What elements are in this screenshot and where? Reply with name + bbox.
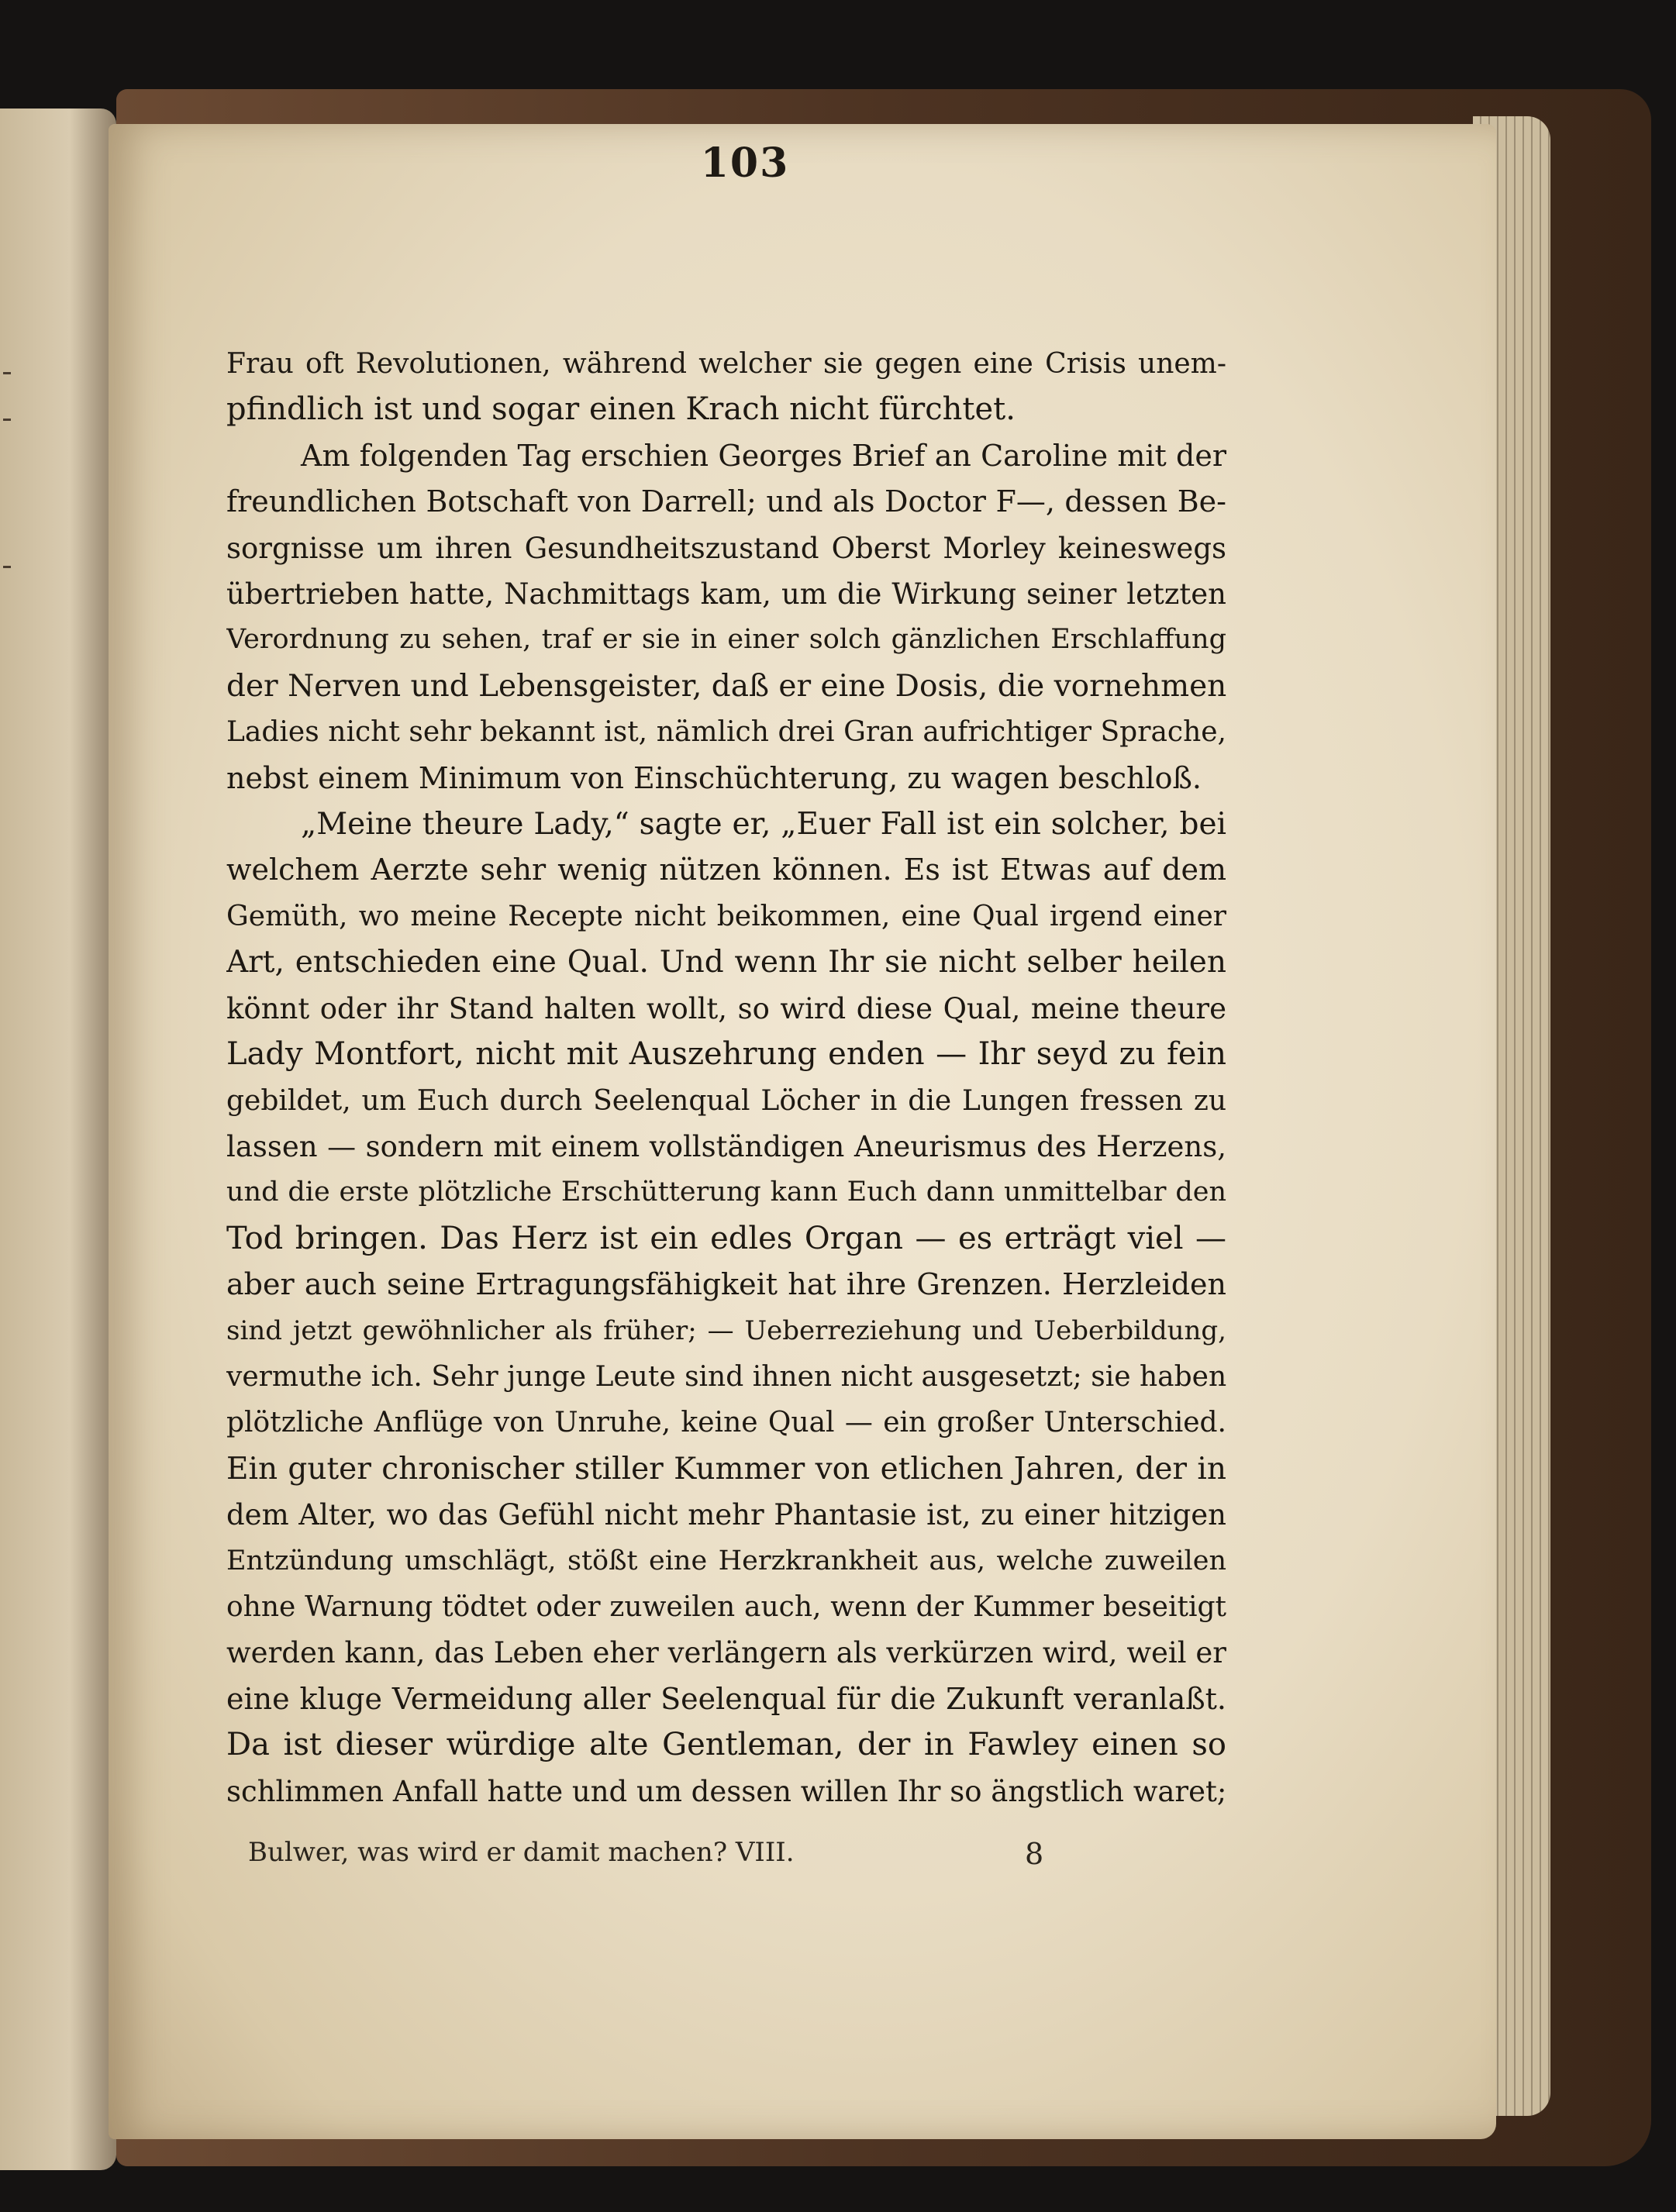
text-line: könnt oder ihr Stand halten wollt, so wird diese Qual, meine theure [226, 991, 1226, 1025]
text-line: „Meine theure Lady,“ sagte er, „Euer Fall ist ein solcher, bei [301, 807, 1226, 842]
text-line: gebildet, um Euch durch Seelenqual Löcher in die Lungen fressen zu [226, 1084, 1226, 1117]
text-line: sind jetzt gewöhnlicher als früher; — Ueberreziehung und Ueberbildung, [226, 1314, 1226, 1346]
text-line: pfindlich ist und sogar einen Krach nicht fürchtet. [226, 391, 1016, 428]
left-page-mark [3, 419, 11, 421]
text-line: Gemüth, wo meine Recepte nicht beikommen, eine Qual irgend einer [226, 900, 1226, 932]
left-page-edge [0, 109, 116, 2170]
body-text [226, 341, 1226, 1814]
text-line: der Nerven und Lebensgeister, daß er eine Dosis, die vornehmen [226, 668, 1226, 704]
text-line: sorgnisse um ihren Gesundheitszustand Oberst Morley keineswegs [226, 531, 1226, 565]
text-line: Entzündung umschlägt, stößt eine Herzkrankheit aus, welche zuweilen [226, 1545, 1226, 1576]
page-number: 103 [700, 140, 790, 187]
left-page-mark [3, 372, 11, 374]
text-line: Ein guter chronischer stiller Kummer von etlichen Jahren, der in [226, 1451, 1226, 1487]
text-line: vermuthe ich. Sehr junge Leute sind ihnen nicht ausgesetzt; sie haben [226, 1360, 1226, 1393]
text-line: schlimmen Anfall hatte und um dessen willen Ihr so ängstlich waret; [226, 1774, 1226, 1808]
text-line: und die erste plötzliche Erschütterung kann Euch dann unmittelbar den [226, 1177, 1226, 1208]
printer-signature: Bulwer, was wird er damit machen? VIII. [248, 1837, 795, 1868]
text-line: dem Alter, wo das Gefühl nicht mehr Phantasie ist, zu einer hitzigen [226, 1498, 1226, 1532]
text-line: Frau oft Revolutionen, während welcher sie gegen eine Crisis unem- [226, 348, 1226, 380]
text-line: Tod bringen. Das Herz ist ein edles Organ — es erträgt viel — [226, 1220, 1226, 1256]
text-line: ohne Warnung tödtet oder zuweilen auch, wenn der Kummer beseitigt [226, 1590, 1226, 1623]
left-page-mark [3, 566, 11, 568]
text-line: freundlichen Botschaft von Darrell; und als Doctor F—, dessen Be- [226, 484, 1226, 519]
text-line: eine kluge Vermeidung aller Seelenqual für die Zukunft veranlaßt. [226, 1681, 1226, 1716]
text-line: nebst einem Minimum von Einschüchterung, zu wagen beschloß. [226, 760, 1202, 795]
text-line: lassen — sondern mit einem vollständigen Aneurismus des Herzens, [226, 1129, 1226, 1163]
sheet-number: 8 [1025, 1837, 1044, 1871]
text-line: aber auch seine Ertragungsfähigkeit hat ihre Grenzen. Herzleiden [226, 1267, 1226, 1302]
text-line: Art, entschieden eine Qual. Und wenn Ihr sie nicht selber heilen [226, 945, 1226, 980]
text-line: werden kann, das Leben eher verlängern als verkürzen wird, weil er [226, 1636, 1226, 1670]
text-line: Am folgenden Tag erschien Georges Brief an Caroline mit der [301, 438, 1226, 473]
text-line: Da ist dieser würdige alte Gentleman, der in Fawley einen so [226, 1727, 1226, 1763]
text-line: Lady Montfort, nicht mit Auszehrung enden — Ihr seyd zu fein [226, 1036, 1226, 1073]
text-line: Ladies nicht sehr bekannt ist, nämlich drei Gran aufrichtiger Sprache, [226, 716, 1226, 749]
text-line: Verordnung zu sehen, traf er sie in einer solch gänzlichen Erschlaffung [226, 624, 1226, 656]
text-line: plötzliche Anflüge von Unruhe, keine Qual — ein großer Unterschied. [226, 1407, 1226, 1439]
text-line: übertrieben hatte, Nachmittags kam, um die Wirkung seiner letzten [226, 577, 1226, 612]
text-line: welchem Aerzte sehr wenig nützen können. Es ist Etwas auf dem [226, 853, 1226, 887]
